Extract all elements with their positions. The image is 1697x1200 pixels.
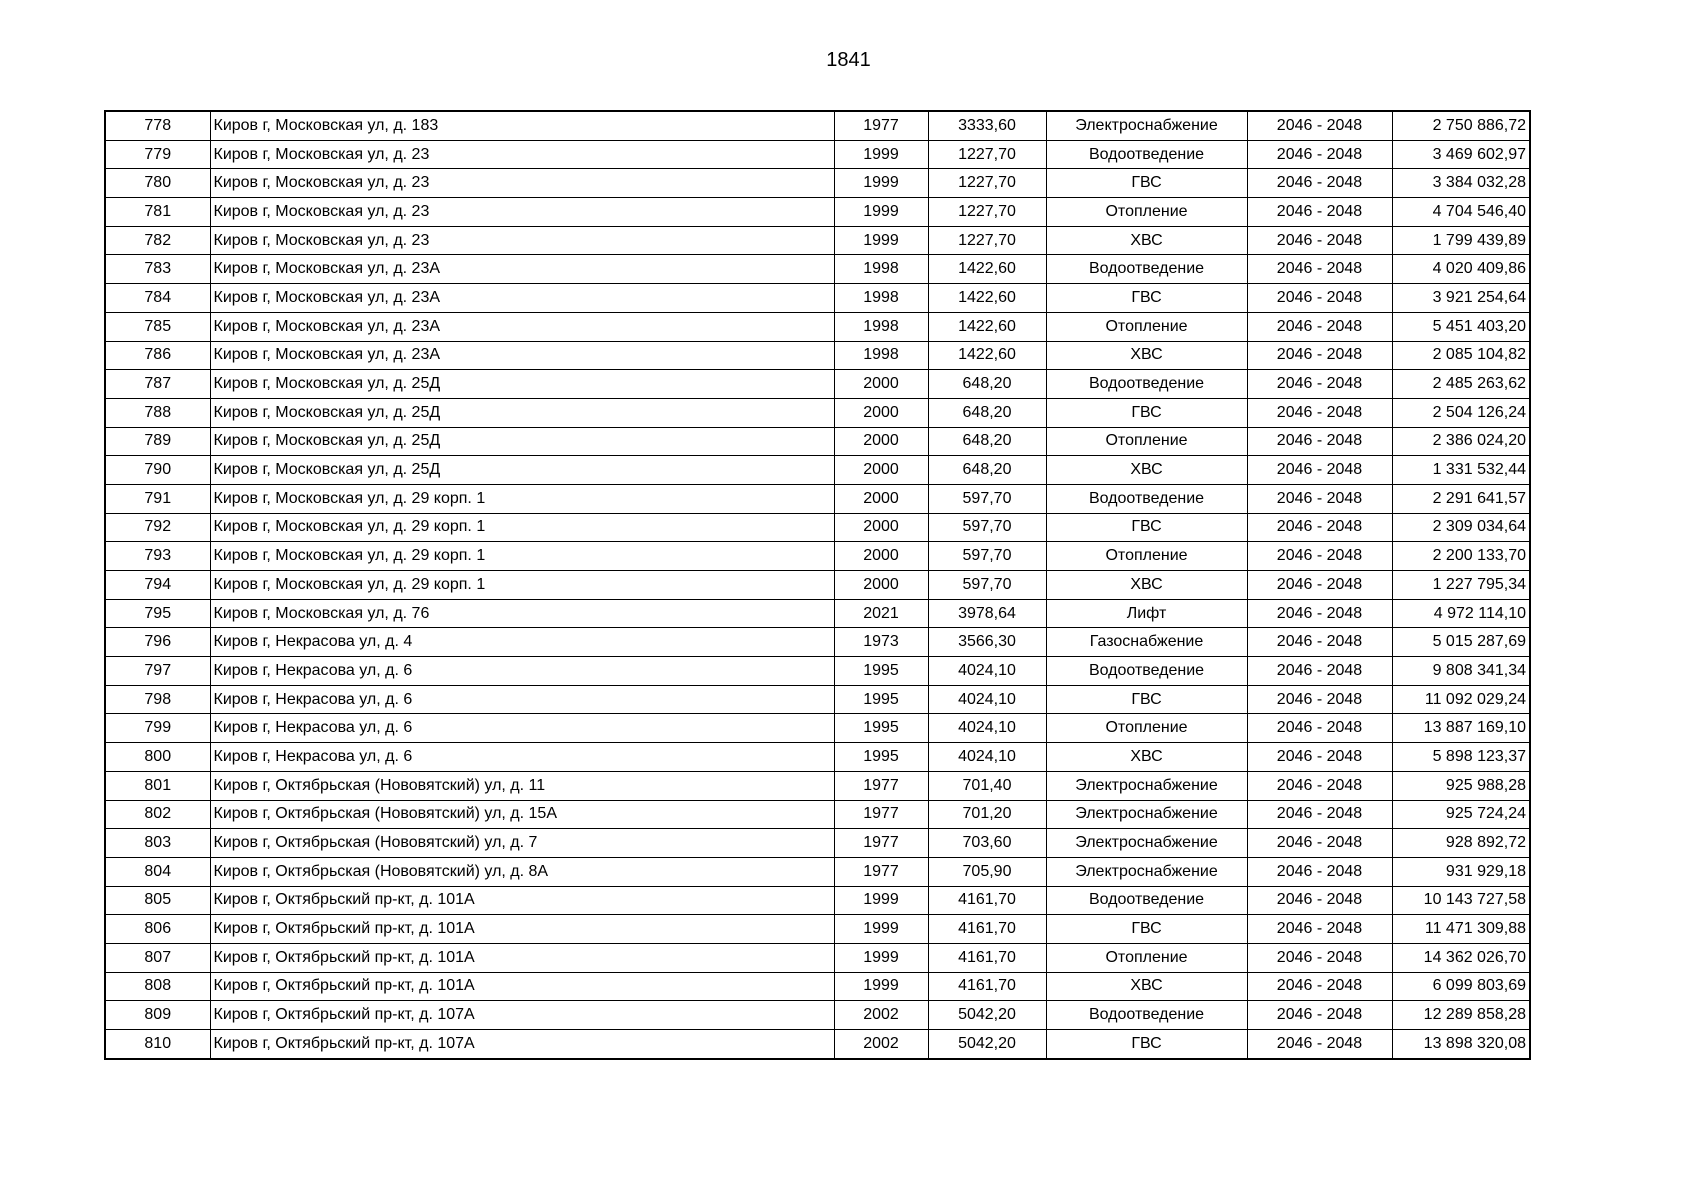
cost-cell: 1 227 795,34 xyxy=(1392,571,1530,600)
work-type-cell: Водоотведение xyxy=(1046,657,1247,686)
year-cell: 2000 xyxy=(834,427,928,456)
address-cell: Киров г, Московская ул, д. 29 корп. 1 xyxy=(210,571,834,600)
period-cell: 2046 - 2048 xyxy=(1247,255,1392,284)
table-row xyxy=(105,1001,1530,1030)
row-number: 781 xyxy=(105,198,210,227)
area-cell: 1422,60 xyxy=(928,341,1046,370)
area-cell: 4161,70 xyxy=(928,972,1046,1001)
year-cell: 1977 xyxy=(834,800,928,829)
cost-cell: 2 200 133,70 xyxy=(1392,542,1530,571)
period-cell: 2046 - 2048 xyxy=(1247,1001,1392,1030)
cost-cell: 13 887 169,10 xyxy=(1392,714,1530,743)
cost-cell: 2 504 126,24 xyxy=(1392,398,1530,427)
period-cell: 2046 - 2048 xyxy=(1247,915,1392,944)
cost-cell: 4 020 409,86 xyxy=(1392,255,1530,284)
work-type-cell: Отопление xyxy=(1046,943,1247,972)
table-row xyxy=(105,685,1530,714)
address-cell: Киров г, Некрасова ул, д. 6 xyxy=(210,743,834,772)
year-cell: 1999 xyxy=(834,943,928,972)
period-cell: 2046 - 2048 xyxy=(1247,1030,1392,1059)
address-cell: Киров г, Октябрьский пр-кт, д. 101А xyxy=(210,943,834,972)
year-cell: 2000 xyxy=(834,513,928,542)
work-type-cell: Водоотведение xyxy=(1046,370,1247,399)
year-cell: 1998 xyxy=(834,341,928,370)
row-number: 800 xyxy=(105,743,210,772)
period-cell: 2046 - 2048 xyxy=(1247,312,1392,341)
table-row xyxy=(105,800,1530,829)
table-row xyxy=(105,542,1530,571)
cost-cell: 2 309 034,64 xyxy=(1392,513,1530,542)
work-type-cell: ГВС xyxy=(1046,1030,1247,1059)
year-cell: 2021 xyxy=(834,599,928,628)
cost-cell: 3 469 602,97 xyxy=(1392,140,1530,169)
address-cell: Киров г, Московская ул, д. 23А xyxy=(210,312,834,341)
year-cell: 1977 xyxy=(834,771,928,800)
area-cell: 597,70 xyxy=(928,484,1046,513)
cost-cell: 1 331 532,44 xyxy=(1392,456,1530,485)
address-cell: Киров г, Октябрьский пр-кт, д. 101А xyxy=(210,972,834,1001)
area-cell: 4024,10 xyxy=(928,657,1046,686)
table-body xyxy=(105,111,1530,1059)
work-type-cell: Водоотведение xyxy=(1046,255,1247,284)
row-number: 792 xyxy=(105,513,210,542)
period-cell: 2046 - 2048 xyxy=(1247,714,1392,743)
table-row xyxy=(105,714,1530,743)
area-cell: 703,60 xyxy=(928,829,1046,858)
cost-cell: 5 451 403,20 xyxy=(1392,312,1530,341)
address-cell: Киров г, Октябрьская (Нововятский) ул, д. 15А xyxy=(210,800,834,829)
table-row xyxy=(105,886,1530,915)
area-cell: 1227,70 xyxy=(928,198,1046,227)
table-row xyxy=(105,198,1530,227)
year-cell: 1995 xyxy=(834,714,928,743)
area-cell: 597,70 xyxy=(928,542,1046,571)
cost-cell: 11 471 309,88 xyxy=(1392,915,1530,944)
area-cell: 4024,10 xyxy=(928,743,1046,772)
year-cell: 1995 xyxy=(834,685,928,714)
address-cell: Киров г, Октябрьский пр-кт, д. 101А xyxy=(210,915,834,944)
row-number: 803 xyxy=(105,829,210,858)
year-cell: 2002 xyxy=(834,1030,928,1059)
work-type-cell: Электроснабжение xyxy=(1046,800,1247,829)
period-cell: 2046 - 2048 xyxy=(1247,599,1392,628)
cost-cell: 11 092 029,24 xyxy=(1392,685,1530,714)
period-cell: 2046 - 2048 xyxy=(1247,771,1392,800)
area-cell: 1422,60 xyxy=(928,284,1046,313)
work-type-cell: Лифт xyxy=(1046,599,1247,628)
address-cell: Киров г, Некрасова ул, д. 6 xyxy=(210,714,834,743)
work-type-cell: ХВС xyxy=(1046,571,1247,600)
address-cell: Киров г, Московская ул, д. 25Д xyxy=(210,456,834,485)
year-cell: 2002 xyxy=(834,1001,928,1030)
year-cell: 2000 xyxy=(834,542,928,571)
cost-cell: 1 799 439,89 xyxy=(1392,226,1530,255)
year-cell: 1998 xyxy=(834,312,928,341)
page-number: 1841 xyxy=(826,49,871,71)
row-number: 808 xyxy=(105,972,210,1001)
cost-cell: 3 921 254,64 xyxy=(1392,284,1530,313)
row-number: 780 xyxy=(105,169,210,198)
year-cell: 1995 xyxy=(834,657,928,686)
address-cell: Киров г, Московская ул, д. 23А xyxy=(210,341,834,370)
period-cell: 2046 - 2048 xyxy=(1247,743,1392,772)
table-row xyxy=(105,857,1530,886)
period-cell: 2046 - 2048 xyxy=(1247,800,1392,829)
area-cell: 4024,10 xyxy=(928,685,1046,714)
cost-cell: 2 750 886,72 xyxy=(1392,111,1530,140)
cost-cell: 5 015 287,69 xyxy=(1392,628,1530,657)
row-number: 778 xyxy=(105,111,210,140)
work-type-cell: Водоотведение xyxy=(1046,140,1247,169)
table-row xyxy=(105,398,1530,427)
year-cell: 1973 xyxy=(834,628,928,657)
work-type-cell: ГВС xyxy=(1046,685,1247,714)
table-row xyxy=(105,599,1530,628)
area-cell: 3333,60 xyxy=(928,111,1046,140)
work-type-cell: Отопление xyxy=(1046,198,1247,227)
row-number: 798 xyxy=(105,685,210,714)
area-cell: 3566,30 xyxy=(928,628,1046,657)
work-type-cell: Отопление xyxy=(1046,542,1247,571)
area-cell: 4161,70 xyxy=(928,886,1046,915)
table-row xyxy=(105,829,1530,858)
address-cell: Киров г, Московская ул, д. 23 xyxy=(210,226,834,255)
year-cell: 1998 xyxy=(834,284,928,313)
table-row xyxy=(105,484,1530,513)
table-row xyxy=(105,111,1530,140)
area-cell: 3978,64 xyxy=(928,599,1046,628)
period-cell: 2046 - 2048 xyxy=(1247,685,1392,714)
period-cell: 2046 - 2048 xyxy=(1247,169,1392,198)
table-row xyxy=(105,943,1530,972)
row-number: 796 xyxy=(105,628,210,657)
table-row xyxy=(105,571,1530,600)
period-cell: 2046 - 2048 xyxy=(1247,427,1392,456)
work-type-cell: Электроснабжение xyxy=(1046,771,1247,800)
work-type-cell: ГВС xyxy=(1046,169,1247,198)
period-cell: 2046 - 2048 xyxy=(1247,140,1392,169)
area-cell: 597,70 xyxy=(928,571,1046,600)
table-row xyxy=(105,915,1530,944)
address-cell: Киров г, Московская ул, д. 23А xyxy=(210,284,834,313)
address-cell: Киров г, Октябрьская (Нововятский) ул, д. 8А xyxy=(210,857,834,886)
cost-cell: 13 898 320,08 xyxy=(1392,1030,1530,1059)
row-number: 791 xyxy=(105,484,210,513)
row-number: 790 xyxy=(105,456,210,485)
address-cell: Киров г, Московская ул, д. 25Д xyxy=(210,370,834,399)
address-cell: Киров г, Московская ул, д. 23 xyxy=(210,198,834,227)
area-cell: 1422,60 xyxy=(928,312,1046,341)
table-row xyxy=(105,513,1530,542)
period-cell: 2046 - 2048 xyxy=(1247,657,1392,686)
period-cell: 2046 - 2048 xyxy=(1247,857,1392,886)
year-cell: 2000 xyxy=(834,370,928,399)
cost-cell: 2 485 263,62 xyxy=(1392,370,1530,399)
cost-cell: 925 988,28 xyxy=(1392,771,1530,800)
table-row xyxy=(105,427,1530,456)
row-number: 795 xyxy=(105,599,210,628)
year-cell: 1977 xyxy=(834,111,928,140)
work-type-cell: Электроснабжение xyxy=(1046,111,1247,140)
row-number: 788 xyxy=(105,398,210,427)
cost-cell: 6 099 803,69 xyxy=(1392,972,1530,1001)
table-row xyxy=(105,169,1530,198)
year-cell: 1999 xyxy=(834,140,928,169)
year-cell: 1999 xyxy=(834,915,928,944)
year-cell: 2000 xyxy=(834,398,928,427)
address-cell: Киров г, Некрасова ул, д. 6 xyxy=(210,685,834,714)
cost-cell: 2 085 104,82 xyxy=(1392,341,1530,370)
row-number: 786 xyxy=(105,341,210,370)
row-number: 809 xyxy=(105,1001,210,1030)
cost-cell: 4 704 546,40 xyxy=(1392,198,1530,227)
work-type-cell: Отопление xyxy=(1046,312,1247,341)
row-number: 783 xyxy=(105,255,210,284)
period-cell: 2046 - 2048 xyxy=(1247,456,1392,485)
work-type-cell: Отопление xyxy=(1046,714,1247,743)
period-cell: 2046 - 2048 xyxy=(1247,198,1392,227)
table-row xyxy=(105,226,1530,255)
work-type-cell: Отопление xyxy=(1046,427,1247,456)
work-type-cell: Газоснабжение xyxy=(1046,628,1247,657)
work-type-cell: ХВС xyxy=(1046,743,1247,772)
table-row xyxy=(105,140,1530,169)
address-cell: Киров г, Московская ул, д. 29 корп. 1 xyxy=(210,513,834,542)
table-row xyxy=(105,370,1530,399)
row-number: 802 xyxy=(105,800,210,829)
row-number: 782 xyxy=(105,226,210,255)
row-number: 793 xyxy=(105,542,210,571)
row-number: 799 xyxy=(105,714,210,743)
work-type-cell: ГВС xyxy=(1046,398,1247,427)
cost-cell: 931 929,18 xyxy=(1392,857,1530,886)
address-cell: Киров г, Октябрьский пр-кт, д. 107А xyxy=(210,1030,834,1059)
table-row xyxy=(105,255,1530,284)
work-type-cell: Водоотведение xyxy=(1046,1001,1247,1030)
address-cell: Киров г, Октябрьский пр-кт, д. 107А xyxy=(210,1001,834,1030)
area-cell: 1227,70 xyxy=(928,140,1046,169)
row-number: 794 xyxy=(105,571,210,600)
work-type-cell: Электроснабжение xyxy=(1046,829,1247,858)
period-cell: 2046 - 2048 xyxy=(1247,370,1392,399)
row-number: 806 xyxy=(105,915,210,944)
address-cell: Киров г, Московская ул, д. 76 xyxy=(210,599,834,628)
year-cell: 1999 xyxy=(834,972,928,1001)
area-cell: 4161,70 xyxy=(928,943,1046,972)
area-cell: 648,20 xyxy=(928,370,1046,399)
year-cell: 1998 xyxy=(834,255,928,284)
work-type-cell: Электроснабжение xyxy=(1046,857,1247,886)
work-type-cell: Водоотведение xyxy=(1046,484,1247,513)
work-type-cell: ХВС xyxy=(1046,456,1247,485)
address-cell: Киров г, Некрасова ул, д. 6 xyxy=(210,657,834,686)
cost-cell: 3 384 032,28 xyxy=(1392,169,1530,198)
row-number: 787 xyxy=(105,370,210,399)
address-cell: Киров г, Московская ул, д. 23 xyxy=(210,140,834,169)
work-type-cell: ГВС xyxy=(1046,284,1247,313)
period-cell: 2046 - 2048 xyxy=(1247,943,1392,972)
area-cell: 1227,70 xyxy=(928,169,1046,198)
area-cell: 701,40 xyxy=(928,771,1046,800)
area-cell: 5042,20 xyxy=(928,1030,1046,1059)
table-row xyxy=(105,743,1530,772)
year-cell: 1999 xyxy=(834,198,928,227)
row-number: 785 xyxy=(105,312,210,341)
table-row xyxy=(105,312,1530,341)
period-cell: 2046 - 2048 xyxy=(1247,571,1392,600)
period-cell: 2046 - 2048 xyxy=(1247,628,1392,657)
cost-cell: 2 291 641,57 xyxy=(1392,484,1530,513)
address-cell: Киров г, Московская ул, д. 23А xyxy=(210,255,834,284)
row-number: 807 xyxy=(105,943,210,972)
area-cell: 5042,20 xyxy=(928,1001,1046,1030)
area-cell: 705,90 xyxy=(928,857,1046,886)
area-cell: 597,70 xyxy=(928,513,1046,542)
address-cell: Киров г, Московская ул, д. 25Д xyxy=(210,398,834,427)
address-cell: Киров г, Октябрьская (Нововятский) ул, д. 7 xyxy=(210,829,834,858)
address-cell: Киров г, Московская ул, д. 29 корп. 1 xyxy=(210,542,834,571)
table-row xyxy=(105,657,1530,686)
table-row xyxy=(105,1030,1530,1059)
cost-cell: 4 972 114,10 xyxy=(1392,599,1530,628)
period-cell: 2046 - 2048 xyxy=(1247,341,1392,370)
area-cell: 1227,70 xyxy=(928,226,1046,255)
address-cell: Киров г, Октябрьский пр-кт, д. 101А xyxy=(210,886,834,915)
table-row xyxy=(105,341,1530,370)
area-cell: 4161,70 xyxy=(928,915,1046,944)
year-cell: 1999 xyxy=(834,169,928,198)
row-number: 810 xyxy=(105,1030,210,1059)
year-cell: 2000 xyxy=(834,484,928,513)
cost-cell: 9 808 341,34 xyxy=(1392,657,1530,686)
area-cell: 648,20 xyxy=(928,456,1046,485)
table-row xyxy=(105,456,1530,485)
cost-cell: 14 362 026,70 xyxy=(1392,943,1530,972)
table-row xyxy=(105,284,1530,313)
area-cell: 648,20 xyxy=(928,398,1046,427)
table-row xyxy=(105,628,1530,657)
period-cell: 2046 - 2048 xyxy=(1247,513,1392,542)
work-type-cell: ХВС xyxy=(1046,972,1247,1001)
work-type-cell: ГВС xyxy=(1046,513,1247,542)
address-cell: Киров г, Московская ул, д. 25Д xyxy=(210,427,834,456)
row-number: 801 xyxy=(105,771,210,800)
row-number: 805 xyxy=(105,886,210,915)
row-number: 784 xyxy=(105,284,210,313)
year-cell: 1999 xyxy=(834,226,928,255)
row-number: 779 xyxy=(105,140,210,169)
cost-cell: 10 143 727,58 xyxy=(1392,886,1530,915)
period-cell: 2046 - 2048 xyxy=(1247,886,1392,915)
year-cell: 2000 xyxy=(834,456,928,485)
cost-cell: 928 892,72 xyxy=(1392,829,1530,858)
work-type-cell: Водоотведение xyxy=(1046,886,1247,915)
area-cell: 4024,10 xyxy=(928,714,1046,743)
address-cell: Киров г, Некрасова ул, д. 4 xyxy=(210,628,834,657)
row-number: 789 xyxy=(105,427,210,456)
period-cell: 2046 - 2048 xyxy=(1247,829,1392,858)
table-row xyxy=(105,771,1530,800)
year-cell: 1977 xyxy=(834,857,928,886)
cost-cell: 12 289 858,28 xyxy=(1392,1001,1530,1030)
period-cell: 2046 - 2048 xyxy=(1247,972,1392,1001)
address-cell: Киров г, Московская ул, д. 23 xyxy=(210,169,834,198)
year-cell: 1995 xyxy=(834,743,928,772)
cost-cell: 2 386 024,20 xyxy=(1392,427,1530,456)
table-row xyxy=(105,972,1530,1001)
row-number: 797 xyxy=(105,657,210,686)
cost-cell: 925 724,24 xyxy=(1392,800,1530,829)
year-cell: 2000 xyxy=(834,571,928,600)
period-cell: 2046 - 2048 xyxy=(1247,398,1392,427)
row-number: 804 xyxy=(105,857,210,886)
period-cell: 2046 - 2048 xyxy=(1247,111,1392,140)
area-cell: 1422,60 xyxy=(928,255,1046,284)
area-cell: 701,20 xyxy=(928,800,1046,829)
period-cell: 2046 - 2048 xyxy=(1247,542,1392,571)
year-cell: 1977 xyxy=(834,829,928,858)
year-cell: 1999 xyxy=(834,886,928,915)
repair-register-table xyxy=(104,110,1531,1060)
address-cell: Киров г, Московская ул, д. 183 xyxy=(210,111,834,140)
work-type-cell: ГВС xyxy=(1046,915,1247,944)
period-cell: 2046 - 2048 xyxy=(1247,226,1392,255)
area-cell: 648,20 xyxy=(928,427,1046,456)
period-cell: 2046 - 2048 xyxy=(1247,284,1392,313)
address-cell: Киров г, Московская ул, д. 29 корп. 1 xyxy=(210,484,834,513)
address-cell: Киров г, Октябрьская (Нововятский) ул, д. 11 xyxy=(210,771,834,800)
period-cell: 2046 - 2048 xyxy=(1247,484,1392,513)
work-type-cell: ХВС xyxy=(1046,341,1247,370)
cost-cell: 5 898 123,37 xyxy=(1392,743,1530,772)
work-type-cell: ХВС xyxy=(1046,226,1247,255)
